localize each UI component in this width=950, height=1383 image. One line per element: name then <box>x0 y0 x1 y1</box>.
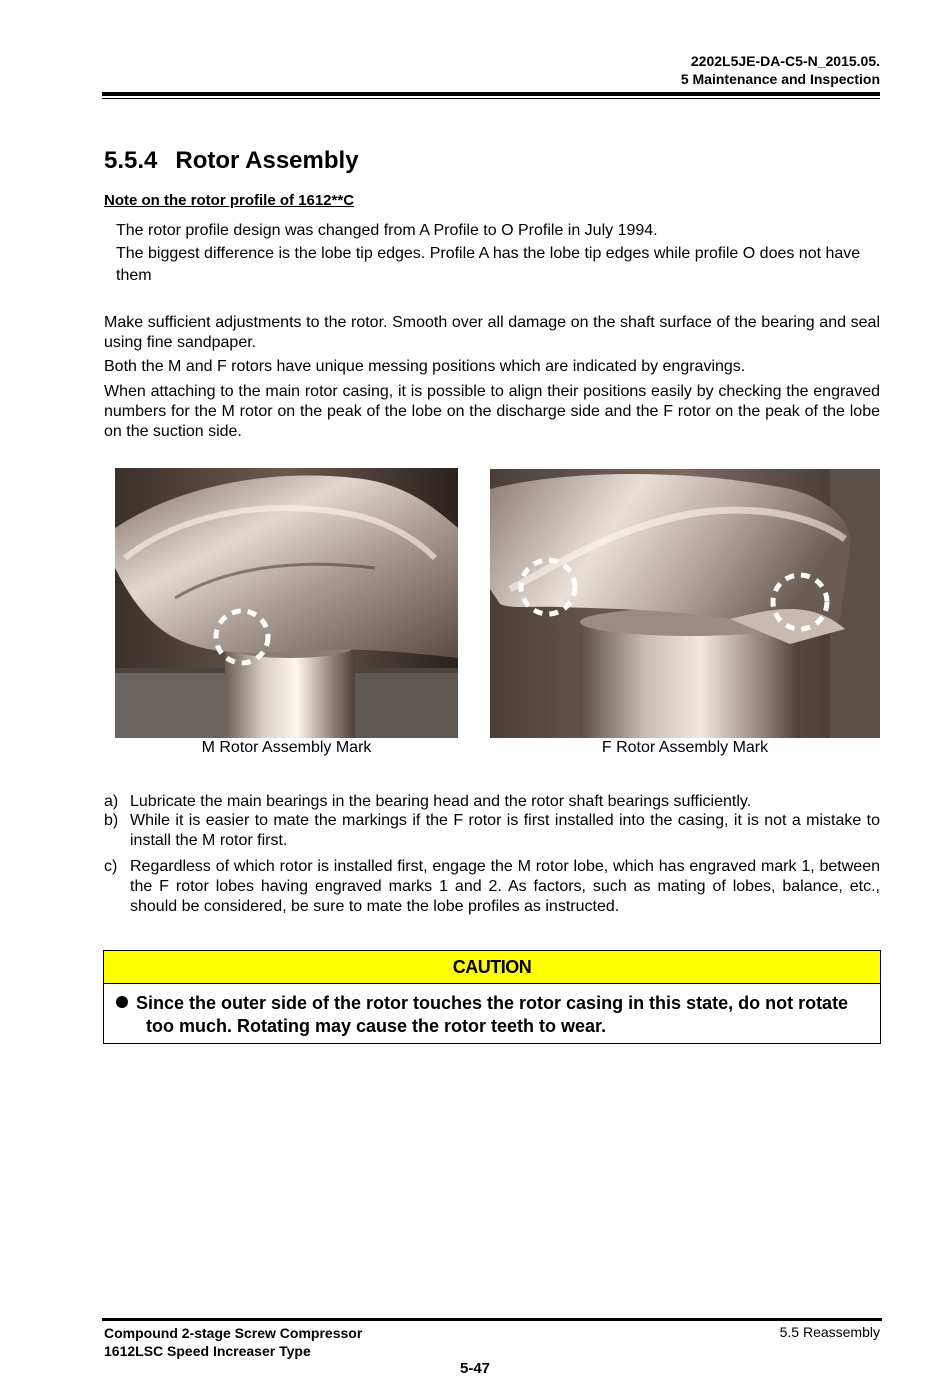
paragraph-engravings: Both the M and F rotors have unique messing positions which are indicated by engravings. <box>104 358 746 375</box>
footer-product <box>104 1324 362 1360</box>
list-text: Regardless of which rotor is installed first, engage the M rotor lobe, which has engraved mark 1, between the F rotor lobes having engraved marks 1 and 2. As factors, such as mating of lobes, balance, etc., should be considered, be sure to mate the lobe profiles as instructed. <box>130 858 880 915</box>
list-text: While it is easier to mate the markings if the F rotor is first installed into the casing, it is not a mistake to install the M rotor first. <box>130 812 880 849</box>
caution-line-2: too much. Rotating may cause the rotor teeth to wear. <box>146 1016 607 1036</box>
list-item <box>104 857 880 917</box>
header-rule-thin <box>102 98 880 99</box>
header-rule <box>102 92 880 96</box>
m-rotor-photo <box>115 468 458 738</box>
m-rotor-caption: M Rotor Assembly Mark <box>201 739 372 756</box>
list-item <box>104 792 880 812</box>
chapter-title: 5 Maintenance and Inspection <box>680 71 880 87</box>
f-rotor-photo <box>490 469 880 738</box>
paragraph-adjustments: Make sufficient adjustments to the rotor. Smooth over all damage on the shaft surface of the bearing and seal using fine sandpaper. <box>104 314 880 351</box>
footer-rule <box>102 1318 882 1321</box>
section-title-text: Rotor Assembly <box>175 147 359 174</box>
document-header <box>681 52 880 88</box>
caution-label: CAUTION <box>104 951 880 984</box>
list-text: Lubricate the main bearings in the bearing head and the rotor shaft bearings sufficiently. <box>130 793 752 810</box>
list-marker: a) <box>104 793 119 810</box>
section-number: 5.5.4 <box>104 147 158 174</box>
f-rotor-caption: F Rotor Assembly Mark <box>601 739 769 756</box>
list-marker: c) <box>104 858 118 875</box>
paragraph-alignment: When attaching to the main rotor casing, it is possible to align their positions easily by checking the engraved numbers for the M rotor on the peak of the lobe on the discharge side and the F rotor on the peak of the lobe on the suction side. <box>104 383 880 440</box>
caution-line-1: Since the outer side of the rotor touches the rotor casing in this state, do not rotate <box>136 993 849 1013</box>
section-title <box>104 147 359 175</box>
note-line-2: The biggest difference is the lobe tip edges. Profile A has the lobe tip edges while profile O does not have them <box>116 245 861 284</box>
page-number: 5-47 <box>459 1360 491 1377</box>
bullet-icon <box>116 996 128 1008</box>
note-heading: Note on the rotor profile of 1612**C <box>104 192 355 209</box>
footer-product-line-2: 1612LSC Speed Increaser Type <box>104 1343 311 1359</box>
list-item <box>104 811 880 851</box>
footer-product-line-1: Compound 2-stage Screw Compressor <box>104 1325 363 1341</box>
document-id: 2202L5JE-DA-C5-N_2015.05. <box>690 53 880 69</box>
caution-text <box>104 984 880 1038</box>
caution-box <box>103 950 881 1044</box>
list-marker: b) <box>104 812 119 829</box>
footer-section: 5.5 Reassembly <box>779 1324 880 1340</box>
note-line-1: The rotor profile design was changed from A Profile to O Profile in July 1994. <box>116 222 658 239</box>
